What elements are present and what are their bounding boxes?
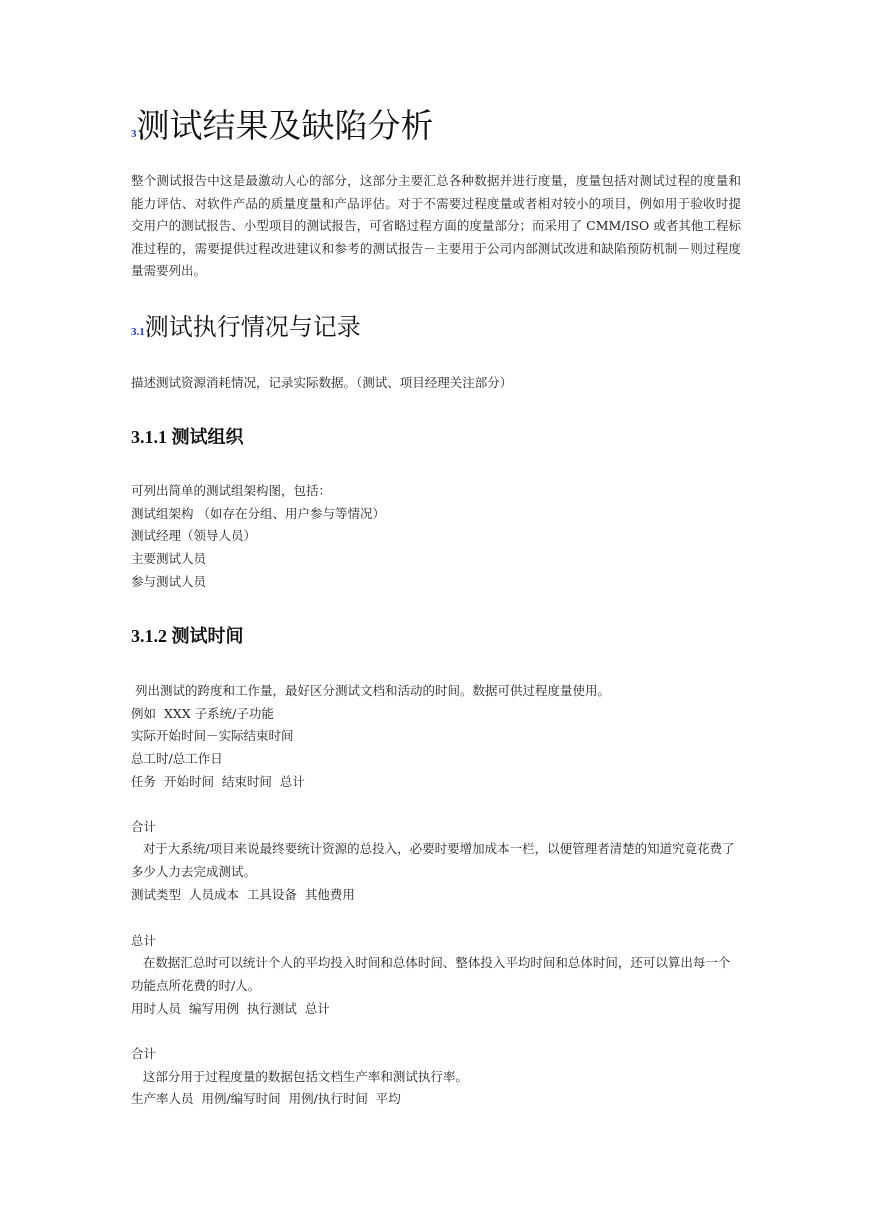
- cost-row: 测试类型 人员成本 工具设备 其他费用: [131, 887, 355, 902]
- section-3-1-heading: [131, 310, 361, 349]
- org-line-2: 测试组架构 （如存在分组、用户参与等情况）: [131, 506, 385, 521]
- section-3-1-2-title: 测试时间: [171, 626, 244, 647]
- resource-paragraph: 对于大系统/项目来说最终要统计资源的总投入，必要时要增加成本一栏，以便管理者清楚的知道究竟花费了多少人力去完成测试。: [131, 841, 735, 879]
- productivity-paragraph: 这部分用于过程度量的数据包括文档生产率和测试执行率。: [131, 1069, 468, 1084]
- time-line-4: 总工时/总工作日: [131, 751, 223, 766]
- section-3-number: 3: [131, 128, 137, 140]
- section-3-intro: 整个测试报告中这是最激动人心的部分，这部分主要汇总各种数据并进行度量，度量包括对测试过程的度量和能力评估、对软件产品的质量度量和产品评估。对于不需要过程度量或者相对较小的项目，例如用于验收时提交用户的测试报告、小型项目的测试报告，可省略过程方面的度量部分；而采用了 CMM/ISO 或者其他工程标准过程的，需要提供过程改进建议和参考的测试报告－主要用于公司内部测试改进和缺陷预防机制－则过程度量需要列出。: [131, 173, 741, 278]
- hours-row: 用时人员 编写用例 执行测试 总计: [131, 1001, 330, 1016]
- section-3-heading: [131, 106, 434, 154]
- section-3-1-1-title: 测试组织: [171, 427, 244, 448]
- total-3: 合计: [131, 1046, 157, 1061]
- section-3-1-title: 测试执行情况与记录: [144, 313, 361, 341]
- org-line-1: 可列出简单的测试组架构图，包括：: [131, 483, 332, 498]
- org-line-4: 主要测试人员: [131, 551, 207, 566]
- org-line-5: 参与测试人员: [131, 574, 207, 589]
- section-3-1-1-heading: [131, 425, 244, 450]
- section-3-1-number: 3.1: [131, 326, 145, 338]
- org-line-3: 测试经理（领导人员）: [131, 528, 257, 543]
- section-3-1-1-number: 3.1.1: [131, 427, 167, 447]
- total-2: 总计: [131, 933, 157, 948]
- time-line-3: 实际开始时间－实际结束时间: [131, 728, 294, 743]
- total-1: 合计: [131, 819, 157, 834]
- time-line-1: 列出测试的跨度和工作量，最好区分测试文档和活动的时间。数据可供过程度量使用。: [131, 683, 610, 698]
- average-paragraph: 在数据汇总时可以统计个人的平均投入时间和总体时间、整体投入平均时间和总体时间，还可以算出每一个功能点所花费的时/人。: [131, 955, 731, 993]
- time-line-5: 任务 开始时间 结束时间 总计: [131, 774, 305, 789]
- productivity-row: 生产率人员 用例/编写时间 用例/执行时间 平均: [131, 1091, 401, 1106]
- section-3-1-2-number: 3.1.2: [131, 626, 167, 646]
- time-line-2: 例如 XXX 子系统/子功能: [131, 706, 274, 721]
- section-3-1-intro: 描述测试资源消耗情况，记录实际数据。（测试、项目经理关注部分）: [131, 375, 513, 390]
- section-3-1-2-heading: [131, 624, 244, 649]
- section-3-title: 测试结果及缺陷分析: [136, 106, 434, 145]
